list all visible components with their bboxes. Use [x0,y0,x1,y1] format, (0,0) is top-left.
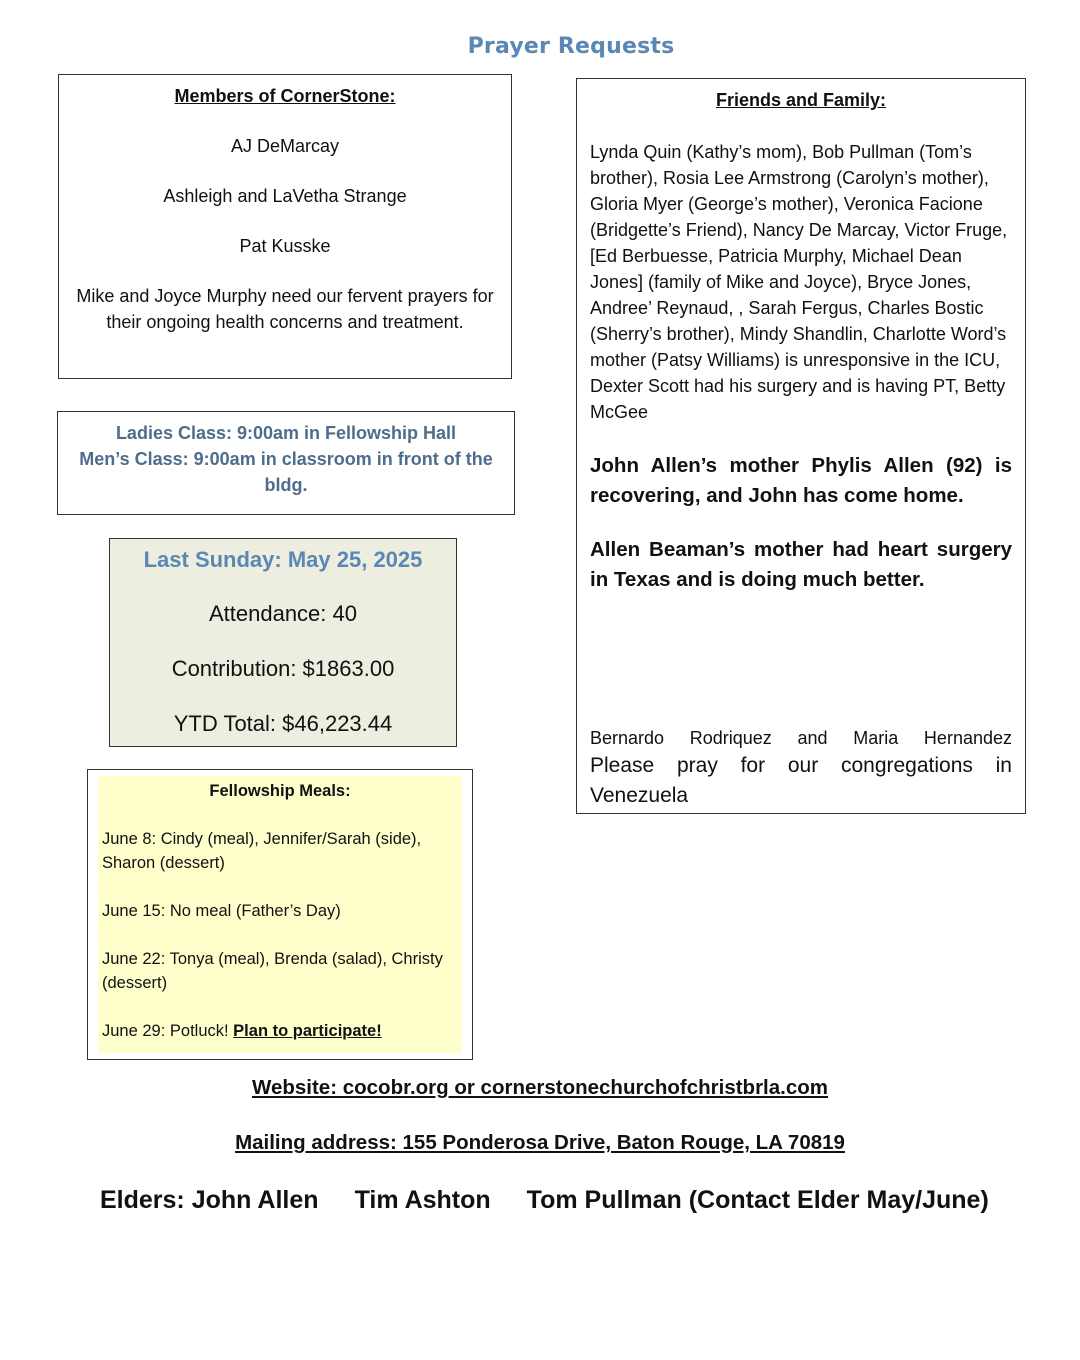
member-name: Ashleigh and LaVetha Strange [163,186,407,206]
meal-item-last [102,1019,458,1043]
page-title: Prayer Requests [467,34,675,59]
member-name: AJ DeMarcay [230,136,340,156]
elder-tim-ashton: Tim Ashton [354,1186,491,1214]
last-sunday-heading: Last Sunday: May 25, 2025 [143,547,423,572]
venezuela-prayer: Please pray for our congregations in Venezuela [590,754,1012,807]
meals-heading: Fellowship Meals: [209,782,351,800]
update-john-allen: John Allen’s mother Phylis Allen (92) is recovering, and John has come home. [590,454,1012,507]
mailing-address: Mailing address: 155 Ponderosa Drive, Baton Rouge, LA 70819 [235,1131,845,1154]
friends-family-box [576,78,1026,814]
last-sunday-box [109,538,457,747]
friends-list: Lynda Quin (Kathy’s mom), Bob Pullman (Tom’s brother), Rosia Lee Armstrong (Carolyn’s mother), Gloria Myer (George’s mother), Veronica Facione (Bridgette’s Friend), Nancy De Marcay, Victor Fruge, [Ed Berbuesse, Patricia Murphy, Michael Dean Jones] (family of Mike and Joyce), Bryce Jones, Andree’ Reynaud, , Sarah Fergus, Charles Bostic (Sherry’s brother), Mindy Shandlin, Charlotte Word’s mother (Patsy Williams) is unresponsive in the ICU, Dexter Scott had his surgery and is having PT, Betty McGee [590,142,1008,422]
member-name: Pat Kusske [239,236,331,256]
elder-tom-pullman: Tom Pullman (Contact Elder May/June) [526,1186,989,1214]
meal-item: June 22: Tonya (meal), Brenda (salad), Christy (dessert) [102,950,443,992]
ladies-class: Ladies Class: 9:00am in Fellowship Hall [115,423,457,443]
meal-last-prefix: June 29: Potluck! [102,1022,234,1040]
meal-item: June 8: Cindy (meal), Jennifer/Sarah (side), Sharon (dessert) [102,830,422,872]
update-allen-beaman: Allen Beaman’s mother had heart surgery in Texas and is doing much better. [590,538,1012,591]
contribution: Contribution: $1863.00 [171,656,395,681]
attendance: Attendance: 40 [208,601,357,626]
plan-to-participate: Plan to participate! [233,1022,382,1040]
members-heading: Members of CornerStone: [174,86,396,106]
friends-heading: Friends and Family: [715,90,887,110]
elders-line [100,1186,989,1215]
classes-box [57,411,515,515]
meal-item: June 15: No meal (Father’s Day) [102,902,341,920]
ytd-total: YTD Total: $46,223.44 [173,711,393,736]
elder-john-allen: Elders: John Allen [100,1186,319,1214]
venezuela-names: Bernardo Rodriquez and Maria Hernandez [590,728,1012,748]
members-box [58,74,512,379]
website-line: Website: cocobr.org or cornerstonechurchofchristbrla.com [251,1076,828,1099]
fellowship-meals-box [87,769,473,1060]
mens-class: Men’s Class: 9:00am in classroom in front of the bldg. [79,449,493,495]
members-note: Mike and Joyce Murphy need our fervent prayers for their ongoing health concerns and treatment. [76,286,494,332]
